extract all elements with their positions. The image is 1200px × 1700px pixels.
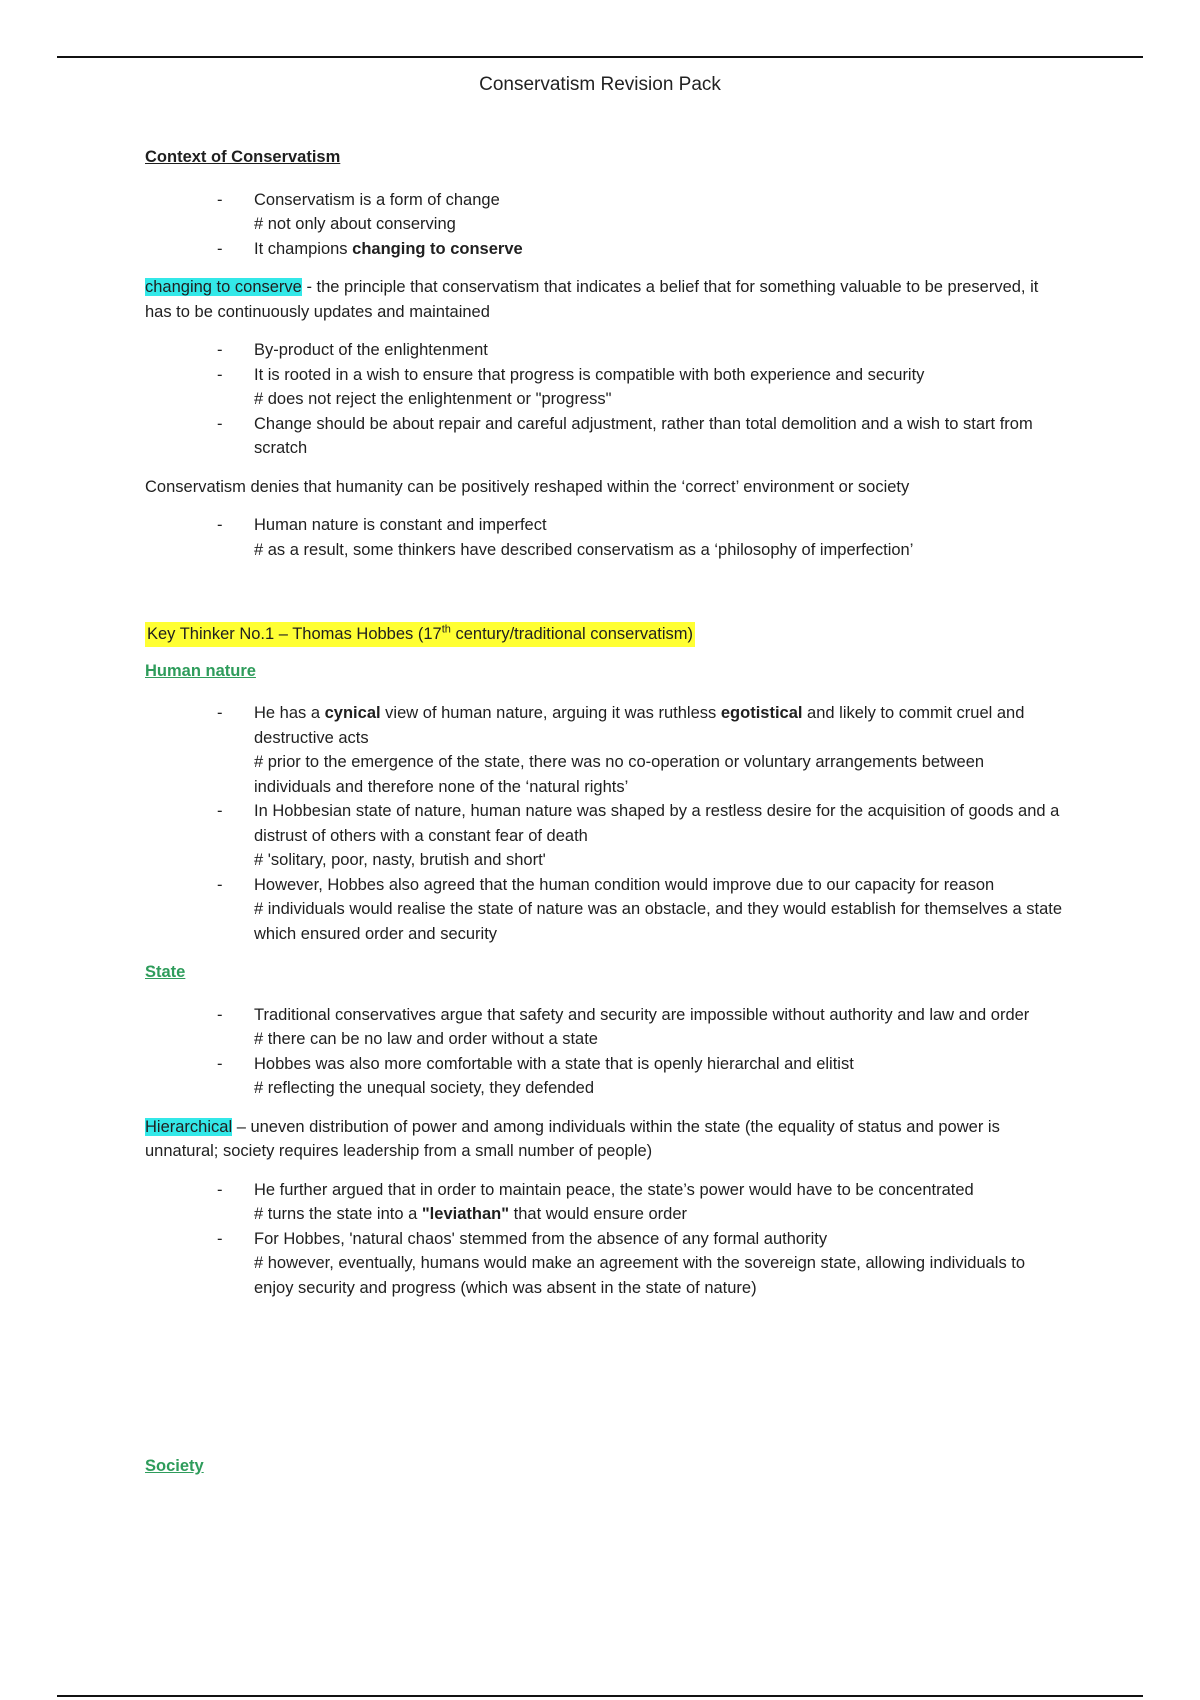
list-item: - In Hobbesian state of nature, human nature was shaped by a restless desire for the acquisition of goods and a distrust of others with a constant fear of death # 'solitary, poor, nasty, brutish and short' xyxy=(145,799,1065,873)
list-item: - It is rooted in a wish to ensure that progress is compatible with both experience and security # does not reject the enlightenment or "progress" xyxy=(145,363,1065,412)
document-body xyxy=(145,145,1065,1497)
note-text: # there can be no law and order without a state xyxy=(254,1030,598,1048)
note-text: # individuals would realise the state of nature was an obstacle, and they would establish for themselves a state which ensured order and security xyxy=(254,900,1063,943)
highlighted-term: Hierarchical xyxy=(145,1117,233,1136)
note-text: # as a result, some thinkers have described conservatism as a ‘philosophy of imperfection’ xyxy=(254,540,914,559)
list-item: - By-product of the enlightenment xyxy=(145,338,1065,363)
note-text: # however, eventually, humans would make an agreement with the sovereign state, allowing individuals to enjoy security and progress (which was absent in the state of nature) xyxy=(254,1254,1026,1297)
note-text: # does not reject the enlightenment or "progress" xyxy=(254,390,612,408)
paragraph: Conservatism denies that humanity can be positively reshaped within the ‘correct’ environment or society xyxy=(145,477,910,496)
list-item: - He has a cynical view of human nature, arguing it was ruthless egotistical and likely to commit cruel and destructive acts # prior to the emergence of the state, there was no co-operation or voluntary arrangements between individuals and therefore none of the ‘natural rights’ xyxy=(145,701,1065,799)
note-text: # turns the state into a "leviathan" that would ensure order xyxy=(254,1205,687,1223)
note-text: # prior to the emergence of the state, there was no co-operation or voluntary arrangements between individuals and therefore none of the ‘natural rights’ xyxy=(254,753,985,796)
definition-changing-to-conserve: changing to conserve - the principle that conservatism that indicates a belief that for something valuable to be preserved, it has to be continuously updates and maintained xyxy=(145,278,1039,321)
context-list-3 xyxy=(145,513,1065,562)
note-text: # not only about conserving xyxy=(254,215,456,233)
list-item: - Conservatism is a form of change # not only about conserving xyxy=(145,188,1065,237)
list-item: - Human nature is constant and imperfect # as a result, some thinkers have described conservatism as a ‘philosophy of imperfection’ xyxy=(145,513,1065,562)
top-rule xyxy=(57,56,1143,58)
list-item: - Traditional conservatives argue that safety and security are impossible without authority and law and order # there can be no law and order without a state xyxy=(145,1003,1065,1052)
context-heading: Context of Conservatism xyxy=(145,148,341,166)
context-list-2 xyxy=(145,338,1065,461)
human-nature-heading: Human nature xyxy=(145,661,256,680)
bottom-rule xyxy=(57,1695,1143,1697)
list-item: - For Hobbes, 'natural chaos' stemmed from the absence of any formal authority # however, eventually, humans would make an agreement with the sovereign state, allowing individuals to enjoy security and progress (which was absent in the state of nature) xyxy=(145,1227,1065,1301)
list-item: - Change should be about repair and careful adjustment, rather than total demolition and a wish to start from scratch xyxy=(145,412,1065,461)
list-item: - However, Hobbes also agreed that the human condition would improve due to our capacity for reason # individuals would realise the state of nature was an obstacle, and they would establish for themselves a state which ensured order and security xyxy=(145,873,1065,947)
human-nature-list xyxy=(145,701,1065,946)
list-item: - Hobbes was also more comfortable with a state that is openly hierarchal and elitist # reflecting the unequal society, they defended xyxy=(145,1052,1065,1101)
definition-hierarchical: Hierarchical – uneven distribution of power and among individuals within the state (the equality of status and power is unnatural; society requires leadership from a small number of people) xyxy=(145,1117,1000,1160)
page-title: Conservatism Revision Pack xyxy=(479,74,721,95)
hierarchy-list xyxy=(145,1178,1065,1301)
bold-term: changing to conserve xyxy=(352,239,523,258)
note-text: # 'solitary, poor, nasty, brutish and short' xyxy=(254,851,546,869)
state-heading: State xyxy=(145,963,186,981)
list-item: - He further argued that in order to maintain peace, the state’s power would have to be concentrated # turns the state into a "leviathan" that would ensure order xyxy=(145,1178,1065,1227)
list-item: - It champions changing to conserve xyxy=(145,237,1065,262)
key-thinker-heading: Key Thinker No.1 – Thomas Hobbes (17th century/traditional conservatism) xyxy=(145,622,695,647)
note-text: # reflecting the unequal society, they defended xyxy=(254,1079,595,1097)
society-heading: Society xyxy=(145,1457,204,1475)
state-list xyxy=(145,1003,1065,1101)
context-list-1 xyxy=(145,188,1065,262)
highlighted-term: changing to conserve xyxy=(145,278,302,296)
